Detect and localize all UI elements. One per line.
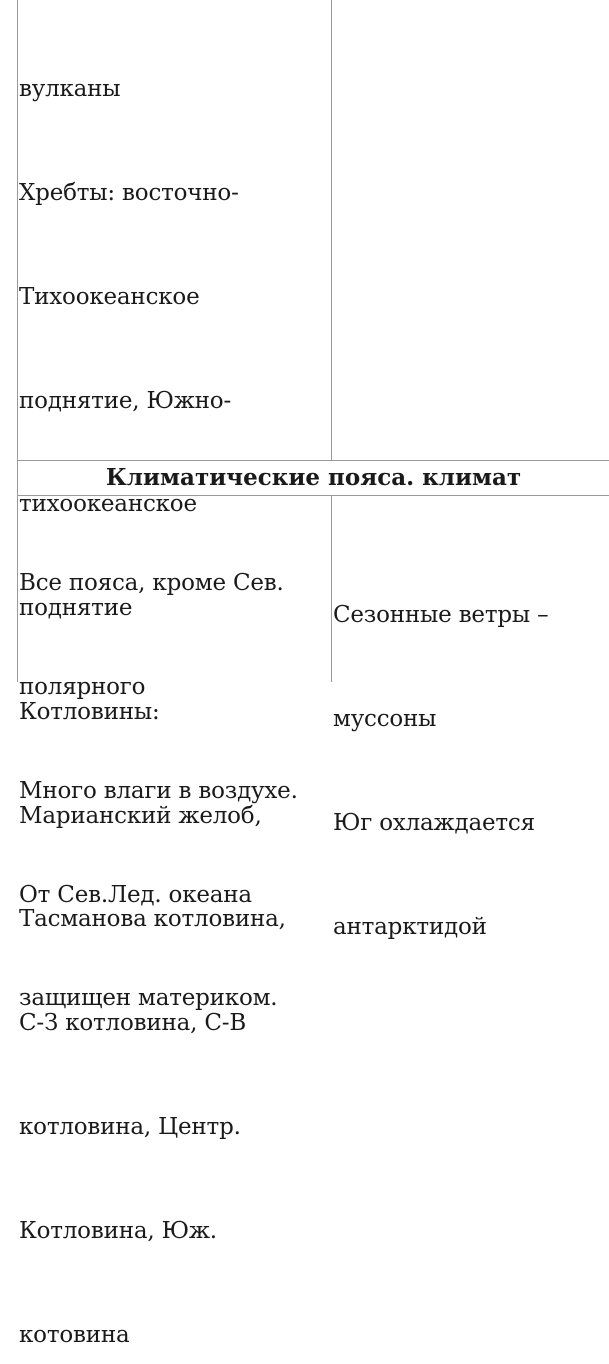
cell-line: Тасманова котловина, xyxy=(19,906,286,933)
cell-line: Хребты: восточно- xyxy=(19,179,239,206)
cell-line: С-З котловина, С-В xyxy=(19,1010,247,1037)
cell-line: Тихоокеанское xyxy=(19,283,200,310)
cell-line: поднятие xyxy=(19,595,133,622)
climate-features-cell xyxy=(333,529,548,1013)
cell-line: Юг охлаждается xyxy=(333,809,535,836)
cell-line: Сезонные ветры – xyxy=(333,602,549,629)
cell-line: антарктидой xyxy=(333,913,487,940)
cell-line: От Сев.Лед. океана xyxy=(19,881,252,908)
cell-line: тихоокеанское xyxy=(19,491,197,518)
section-header-title: Климатические пояса. климат xyxy=(105,464,522,491)
cell-line: котовина xyxy=(19,1321,130,1348)
cell-line: муссоны xyxy=(333,705,437,732)
column-divider-top xyxy=(331,0,332,461)
climate-zones-cell xyxy=(19,497,298,1085)
cell-line: Все пояса, кроме Сев. xyxy=(19,570,284,597)
cell-line: Много влаги в воздухе. xyxy=(19,777,298,804)
cell-line: поднятие, Южно- xyxy=(19,387,232,414)
cell-line: Марианский желоб, xyxy=(19,802,262,829)
cell-line: вулканы xyxy=(19,76,121,103)
table-left-border xyxy=(17,0,18,682)
column-divider-bottom xyxy=(331,496,332,682)
cell-line: защищен материком. xyxy=(19,985,278,1012)
cell-line: котловина, Центр. xyxy=(19,1114,241,1140)
cell-line: Котловина, Юж. xyxy=(19,1217,217,1244)
cell-line: полярного xyxy=(19,673,146,700)
cell-line: Котловины: xyxy=(19,698,160,725)
